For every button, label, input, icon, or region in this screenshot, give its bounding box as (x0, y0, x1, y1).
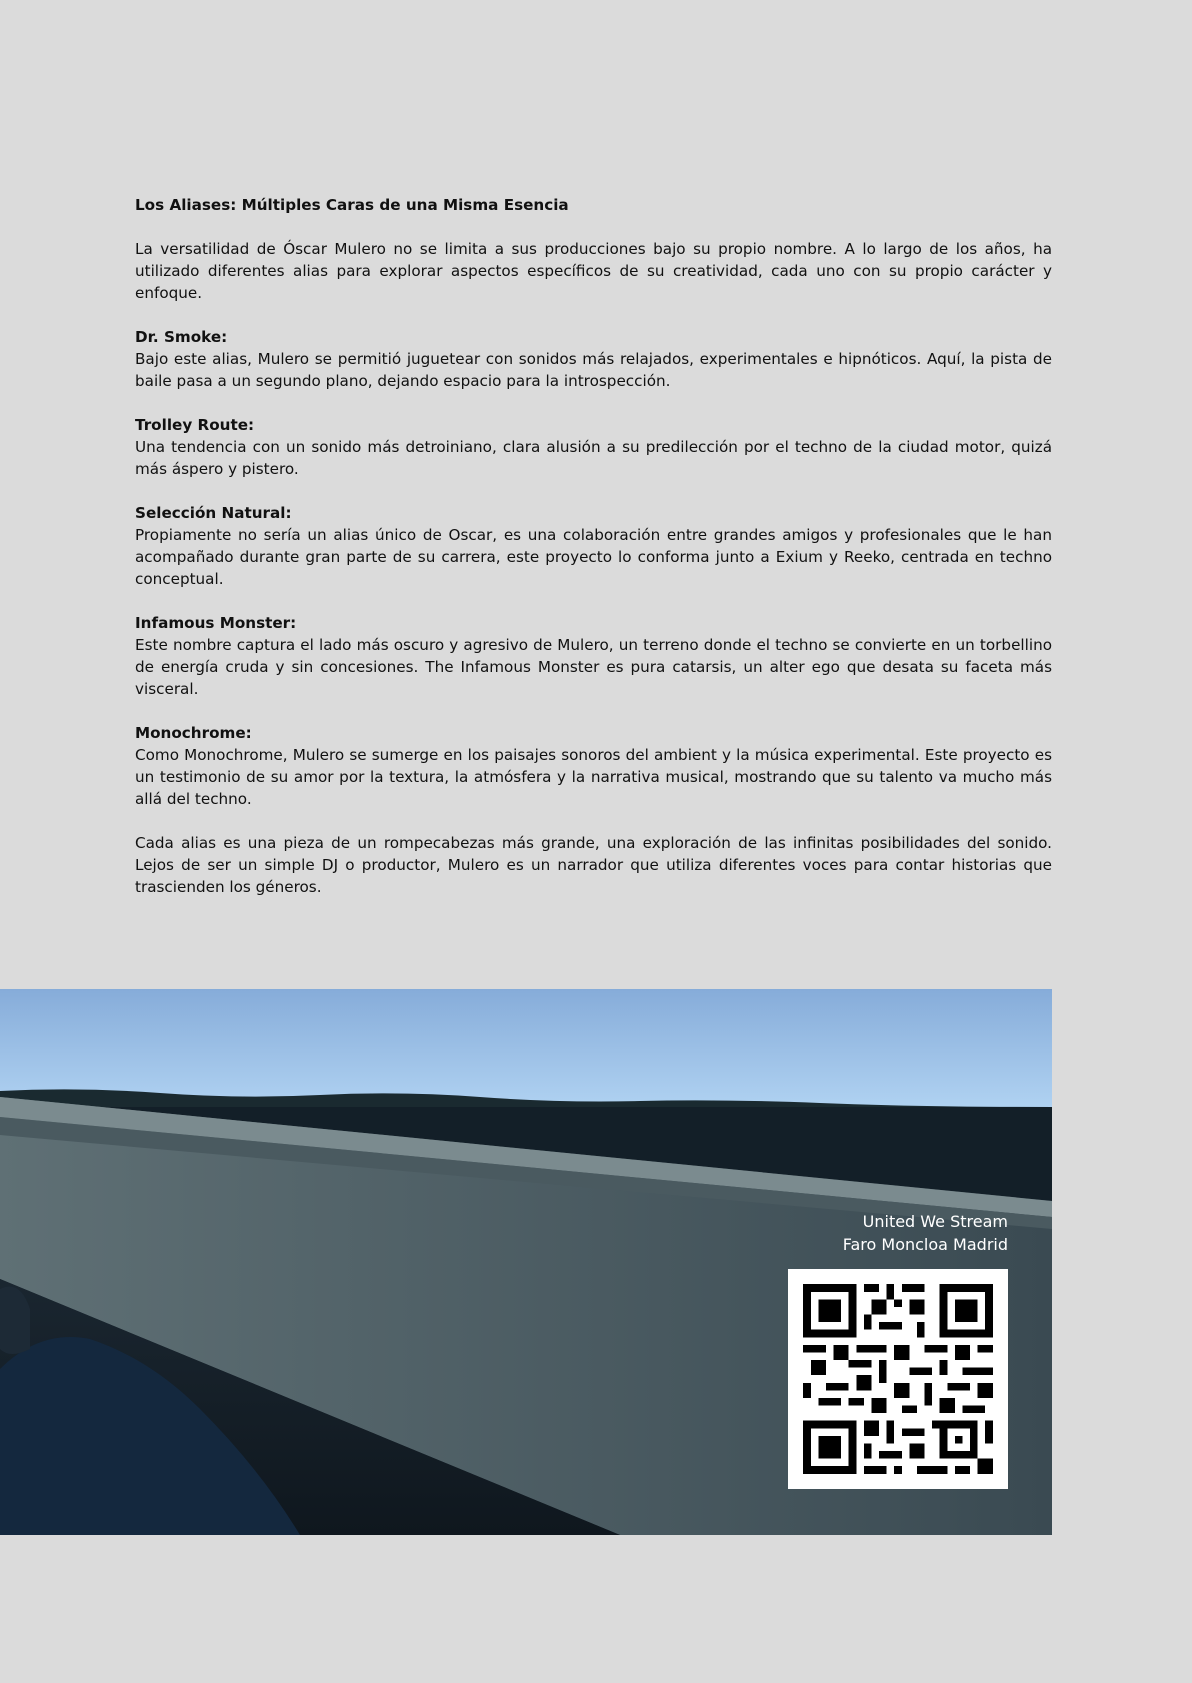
alias-text: Bajo este alias, Mulero se permitió juguetear con sonidos más relajados, experimentales e hipnóticos. Aquí, la pista de baile pasa a un segundo plano, dejando espacio para la introspección. (135, 350, 1052, 390)
alias-infamous-monster (135, 612, 1052, 700)
alias-text: Este nombre captura el lado más oscuro y agresivo de Mulero, un terreno donde el techno se convierte en un torbellino de energía cruda y sin concesiones. The Infamous Monster es pura catarsis, un alter ego que desata su faceta más visceral. (135, 636, 1052, 698)
closing-paragraph: Cada alias es una pieza de un rompecabezas más grande, una exploración de las infinitas posibilidades del sonido. Lejos de ser un simple DJ o productor, Mulero es un narrador que utiliza diferentes voces para contar historias que trascienden los géneros. (135, 834, 1052, 896)
alias-title: Selección Natural: (135, 504, 292, 522)
alias-title: Trolley Route: (135, 416, 255, 434)
article-body (135, 194, 1052, 920)
intro-paragraph: La versatilidad de Óscar Mulero no se limita a sus producciones bajo su propio nombre. A lo largo de los años, ha utilizado diferentes alias para explorar aspectos específicos de su creatividad, cada uno con su propio carácter y enfoque. (135, 240, 1052, 302)
qr-code-icon (788, 1269, 1008, 1489)
photo-caption (843, 1210, 1008, 1256)
alias-text: Propiamente no sería un alias único de Oscar, es una colaboración entre grandes amigos y profesionales que le han acompañado durante gran parte de su carrera, este proyecto lo conforma junto a Exium y Reeko, centrada en techno conceptual. (135, 526, 1052, 588)
section-heading: Los Aliases: Múltiples Caras de una Misma Esencia (135, 196, 569, 214)
alias-text: Como Monochrome, Mulero se sumerge en los paisajes sonoros del ambient y la música experimental. Este proyecto es un testimonio de su amor por la textura, la atmósfera y la narrativa musical, mostrando que su talento va mucho más allá del techno. (135, 746, 1052, 808)
alias-monochrome (135, 722, 1052, 810)
alias-title: Monochrome: (135, 724, 252, 742)
alias-dr-smoke (135, 326, 1052, 392)
alias-seleccion-natural (135, 502, 1052, 590)
alias-title: Infamous Monster: (135, 614, 297, 632)
qr-code[interactable] (788, 1269, 1008, 1489)
caption-line-2: Faro Moncloa Madrid (842, 1235, 1008, 1254)
alias-text: Una tendencia con un sonido más detroiniano, clara alusión a su predilección por el techno de la ciudad motor, quizá más áspero y pistero. (135, 438, 1052, 478)
alias-trolley-route (135, 414, 1052, 480)
caption-line-1: United We Stream (862, 1212, 1008, 1231)
landscape-photo (0, 989, 1052, 1535)
alias-title: Dr. Smoke: (135, 328, 228, 346)
